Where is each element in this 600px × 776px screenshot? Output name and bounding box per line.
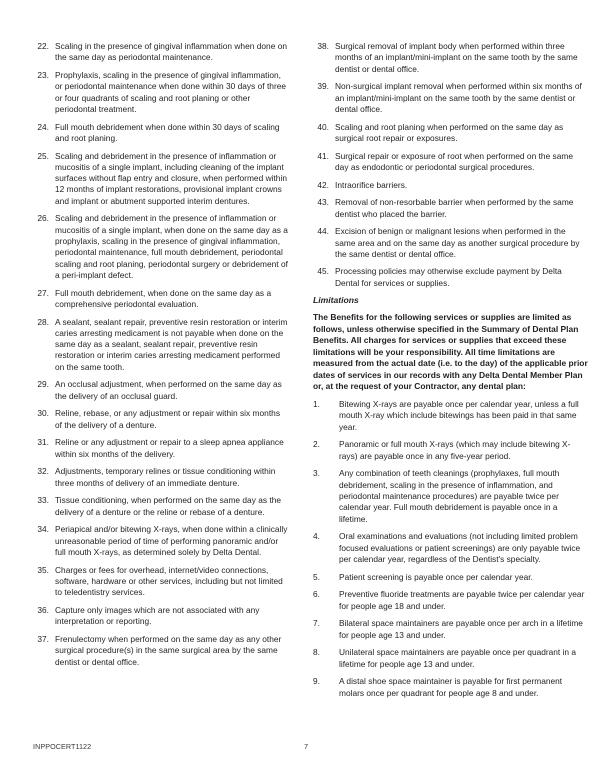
exclusion-item [313,266,588,289]
exclusion-item-text: Full mouth debridement when done within 30 days of scaling and root planing. [55,121,280,143]
exclusion-item-number: 35. [37,564,49,575]
exclusion-item-text: A sealant, sealant repair, preventive resin restoration or interim caries arresting medicament is not payable when done on the same day as a sealant, sealant repair, preventive resin restoration or interim caries arresting medicament performed on the same tooth. [55,316,288,372]
exclusion-item-number: 22. [37,41,49,51]
exclusion-item-text: Frenulectomy when performed on the same day as any other surgical procedure(s) in the same surgical area by the same dentist or dental office. [55,633,282,667]
exclusion-item-text: Reline or any adjustment or repair to a sleep apnea appliance within six months of the delivery. [55,437,284,459]
limitation-item-text: A distal shoe space maintainer is payable for first permanent molars once per quadrant for people age 8 and under. [339,676,563,698]
exclusion-item-text: Periapical and/or bitewing X-rays, when done within a clinically unreasonable period of time of performing panoramic and/or full mouth X-rays, as determined solely by Delta Dental. [55,524,288,557]
limitation-item [313,439,588,462]
left-column [0,41,300,674]
limitation-item-text: Patient screening is payable once per calendar year. [339,571,533,582]
limitation-item [313,647,588,670]
exclusion-item-number: 44. [317,226,329,237]
limitation-item-text: Bilateral space maintainers are payable once per arch in a lifetime for people age 13 and under. [339,618,583,640]
limitation-item [313,399,588,433]
page-footer [0,742,600,762]
exclusion-item [33,524,288,558]
limitation-item-text: Preventive fluoride treatments are payable twice per calendar year for people age 18 and under. [339,589,585,611]
exclusion-item-text: Surgical removal of implant body when performed within three months of an implant/mini-implant on the same tooth by the same dentist or dental office. [335,41,578,74]
exclusion-item-text: Scaling and debridement in the presence of inflammation or mucositis of a single implant, when done on the same day as a prophylaxis, scaling in the presence of gingival inflammation, periodontal maintenance, full mouth debridement, periodontal scaling and root planing, periodontal surgery or debridement of a peri-implant defect. [55,213,288,280]
limitations-intro-paragraph: The Benefits for the following services or supplies are limited as follows, unless otherwise specified in the Summary of Dental Plan Benefits. All charges for services or supplies that exceed these limitations will be your responsibility. All time limitations are measured from the actual date (i.e. to the day) of the applicable prior dates of services in our records with any Delta Dental Member Plan or, at the request of your Contractor, any dental plan: [313,312,588,392]
exclusion-item-number: 41. [317,150,329,161]
exclusion-item [313,122,588,145]
exclusion-item-number: 39. [317,81,329,92]
exclusion-item-text: Capture only images which are not associated with any interpretation or reporting. [55,604,260,627]
exclusion-item [33,408,288,431]
exclusion-item-text: Charges or fees for overhead, internet/video connections, software, hardware or other services, including but not limited to teledentistry services. [55,564,283,598]
exclusion-item-number: 34. [37,524,49,535]
exclusion-item-text: Scaling and root planing when performed on the same day as surgical root repair or exposures. [335,121,564,143]
exclusion-item-text: Scaling and debridement in the presence of inflammation or mucositis of a single implant, including cleaning of the implant surfaces without flap entry and closure, when performed within 12 months of implant restorations, provisional implant crowns and implant or abutment supported interim dentures. [55,150,287,206]
exclusion-item [33,317,288,373]
exclusion-item-number: 42. [317,179,329,190]
exclusion-item [313,180,588,191]
exclusion-item-text: Adjustments, temporary relines or tissue conditioning within three months of delivery of an immediate denture. [55,466,276,488]
exclusion-item-number: 27. [37,287,49,298]
exclusion-item-text: An occlusal adjustment, when performed on the same day as the delivery of an occlusal guard. [55,379,282,401]
limitation-item-text: Any combination of teeth cleanings (prophylaxes, full mouth debridement, scaling in the presence of inflammation, and periodontal maintenance procedures) are payable twice per calendar year. Full mouth debridement is payable once in a lifetime. [339,468,560,524]
exclusion-item-text: Processing policies may otherwise exclude payment by Delta Dental for services or supplies. [335,266,562,288]
exclusion-item [33,213,288,281]
exclusion-item [33,605,288,628]
limitation-item [313,572,588,583]
exclusion-item-number: 32. [37,466,49,477]
exclusion-item [313,151,588,174]
exclusion-item-number: 25. [37,150,49,161]
page-number: 7 [303,742,309,751]
exclusion-item-text: Intraorifice barriers. [335,179,408,190]
exclusion-item-text: Reline, rebase, or any adjustment or repair within six months of the delivery of a denture. [55,408,281,430]
exclusion-item-number: 43. [317,197,329,208]
right-column [300,41,600,705]
exclusion-item [33,288,288,311]
exclusion-item-text: Removal of non-resorbable barrier when performed by the same dentist who placed the barrier. [335,197,574,219]
limitation-item-text: Bitewing X-rays are payable once per calendar year, unless a full mouth X-ray which include bitewings has been paid in that same year. [339,399,579,432]
limitation-item-number: 3. [313,468,320,479]
exclusion-item [313,41,588,75]
exclusion-item [33,151,288,207]
limitation-item-text: Oral examinations and evaluations (not including limited problem focused evaluations or patient screenings) are only payable twice per calendar year, regardless of the Dentist's specialty. [339,531,581,564]
exclusion-item-number: 24. [37,121,49,132]
limitation-item [313,468,588,524]
exclusion-item-number: 38. [317,41,329,51]
exclusion-item [33,41,288,64]
exclusion-item [313,81,588,115]
limitation-item-number: 1. [313,399,320,410]
exclusions-list-right [313,41,588,289]
exclusion-item-text: Prophylaxis, scaling in the presence of gingival inflammation, or periodontal maintenance when done within 30 days of three or four quadrants of scaling and root planing or other periodontal treatment. [55,69,287,114]
limitation-item-number: 5. [313,571,320,582]
limitation-item [313,589,588,612]
limitation-item [313,676,588,699]
limitation-item-number: 2. [313,439,320,450]
exclusion-item [33,437,288,460]
exclusion-item-text: Non-surgical implant removal when performed within six months of an implant/mini-implant on the same tooth by the same dentist or dental office. [335,81,582,114]
exclusion-item-text: Tissue conditioning, when performed on the same day as the delivery of a denture or the reline or rebase of a denture. [55,495,282,517]
limitation-item [313,531,588,565]
exclusion-item [33,634,288,668]
exclusion-item-number: 23. [37,69,49,80]
exclusion-item [33,466,288,489]
exclusion-item-number: 37. [37,633,49,644]
exclusion-item-number: 36. [37,604,49,615]
exclusion-item-text: Surgical repair or exposure of root when performed on the same day as endodontic or periodontal surgical procedures. [335,150,574,172]
exclusion-item-text: Full mouth debridement, when done on the same day as a comprehensive periodontal evaluation. [55,287,272,309]
limitation-item-number: 4. [313,531,320,542]
limitation-item-number: 7. [313,618,320,629]
exclusion-item-number: 28. [37,316,49,327]
exclusion-item [313,226,588,260]
document-code: INPPOCERT1122 [33,742,92,751]
two-column-body [0,41,600,705]
exclusion-item [33,379,288,402]
exclusion-item-number: 30. [37,408,49,419]
limitation-item-text: Unilateral space maintainers are payable once per quadrant in a lifetime for people age 13 and under. [339,647,577,669]
limitations-heading: Limitations [313,295,359,306]
exclusion-item-number: 29. [37,379,49,390]
limitation-item [313,618,588,641]
limitations-list [313,399,588,699]
limitation-item-number: 6. [313,589,320,600]
limitation-item-text: Panoramic or full mouth X-rays (which may include bitewing X-rays) are payable once in any five-year period. [339,439,571,461]
exclusion-item [313,197,588,220]
exclusion-item-text: Excision of benign or malignant lesions when performed in the same area and on the same day as another surgical procedure by the same dentist or dental office. [335,226,580,259]
limitation-item-number: 9. [313,676,320,687]
exclusion-item-number: 26. [37,213,49,224]
exclusion-item [33,565,288,599]
exclusion-item [33,122,288,145]
exclusions-list-left [33,41,288,668]
limitation-item-number: 8. [313,647,320,658]
exclusion-item-number: 33. [37,495,49,506]
exclusion-item-number: 31. [37,437,49,448]
exclusion-item-number: 40. [317,121,329,132]
exclusion-item [33,70,288,115]
exclusion-item [33,495,288,518]
exclusion-item-number: 45. [317,266,329,277]
exclusion-item-text: Scaling in the presence of gingival inflammation when done on the same day as periodontal maintenance. [55,41,288,63]
